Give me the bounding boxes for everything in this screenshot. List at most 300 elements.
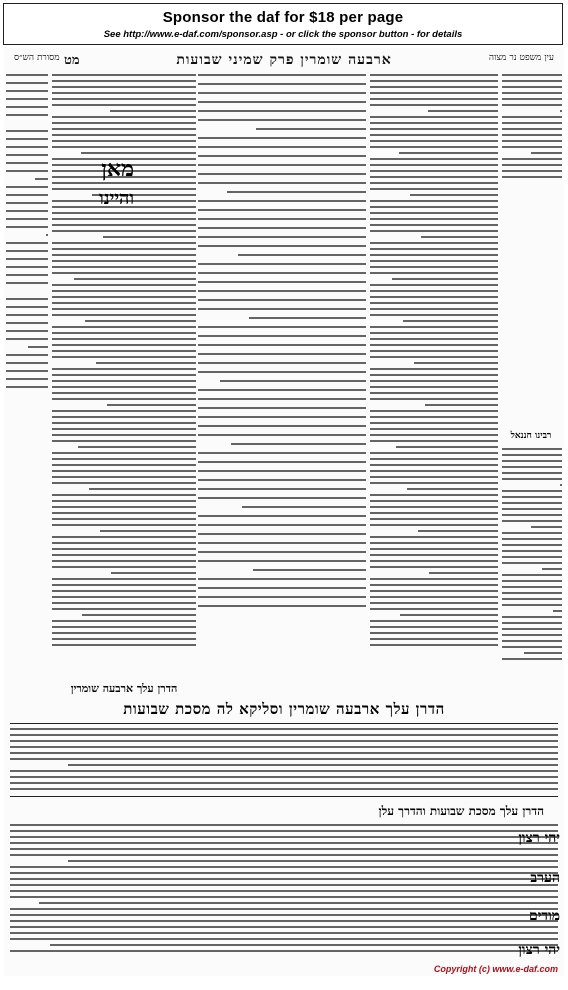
text-line bbox=[103, 236, 196, 238]
text-line bbox=[502, 176, 562, 178]
text-line bbox=[10, 950, 558, 952]
text-line bbox=[6, 90, 48, 92]
sponsor-banner[interactable] bbox=[3, 3, 563, 45]
text-line bbox=[370, 434, 498, 436]
text-line bbox=[502, 98, 562, 100]
text-line bbox=[370, 248, 498, 250]
text-line bbox=[502, 478, 562, 480]
text-line bbox=[502, 640, 562, 642]
text-line bbox=[52, 134, 196, 136]
text-line bbox=[198, 263, 366, 265]
text-line bbox=[6, 266, 48, 268]
text-line bbox=[370, 344, 498, 346]
text-line bbox=[52, 368, 196, 370]
siyum-perek-headline: הדרן עלך ארבעה שומרין bbox=[70, 682, 178, 695]
text-line bbox=[370, 632, 498, 634]
text-line bbox=[10, 776, 558, 778]
text-line bbox=[370, 74, 498, 76]
text-line bbox=[370, 176, 498, 178]
text-line bbox=[52, 392, 196, 394]
text-line bbox=[10, 824, 558, 826]
text-line bbox=[52, 434, 196, 436]
text-line bbox=[10, 758, 558, 760]
text-line bbox=[370, 596, 498, 598]
text-line bbox=[28, 346, 48, 348]
text-line bbox=[6, 162, 48, 164]
siyum-masechet-headline: הדרן עלך ארבעה שומרין וסליקא לה מסכת שבועות bbox=[123, 700, 445, 718]
text-line bbox=[502, 508, 562, 510]
text-line bbox=[198, 245, 366, 247]
text-line bbox=[198, 209, 366, 211]
text-line bbox=[502, 592, 562, 594]
text-line bbox=[370, 464, 498, 466]
text-line bbox=[414, 362, 498, 364]
text-line bbox=[52, 104, 196, 106]
text-line bbox=[502, 128, 562, 130]
text-line bbox=[198, 551, 366, 553]
text-line bbox=[370, 620, 498, 622]
text-line bbox=[52, 518, 196, 520]
text-line bbox=[198, 416, 366, 418]
sponsor-banner-subtitle[interactable]: See http://www.e-daf.com/sponsor.asp - or click the sponsor button - for details bbox=[103, 29, 463, 40]
text-line bbox=[502, 496, 562, 498]
text-line bbox=[52, 560, 196, 562]
text-line bbox=[198, 425, 366, 427]
text-line bbox=[198, 605, 366, 607]
text-line bbox=[370, 122, 498, 124]
text-line bbox=[370, 230, 498, 232]
text-line bbox=[370, 644, 498, 646]
text-line bbox=[52, 422, 196, 424]
masoret-column bbox=[6, 74, 48, 494]
text-line bbox=[52, 626, 196, 628]
text-line bbox=[370, 536, 498, 538]
text-line bbox=[198, 335, 366, 337]
text-line bbox=[370, 206, 498, 208]
text-line bbox=[198, 146, 366, 148]
text-line bbox=[198, 290, 366, 292]
text-line bbox=[198, 542, 366, 544]
text-line bbox=[6, 74, 48, 76]
text-line bbox=[10, 788, 558, 790]
text-line bbox=[10, 908, 558, 910]
text-line bbox=[370, 566, 498, 568]
text-line bbox=[502, 622, 562, 624]
text-line bbox=[52, 554, 196, 556]
text-line bbox=[502, 514, 562, 516]
text-line bbox=[52, 302, 196, 304]
text-line bbox=[52, 500, 196, 502]
text-line bbox=[46, 234, 48, 236]
text-line bbox=[6, 146, 48, 148]
text-line bbox=[198, 155, 366, 157]
text-line bbox=[502, 532, 562, 534]
text-line bbox=[52, 410, 196, 412]
hadran-masechet-headline: הדרן עלך מסכת שבועות והדרך עלן bbox=[378, 804, 544, 818]
text-line bbox=[52, 482, 196, 484]
text-line bbox=[6, 370, 48, 372]
text-line bbox=[198, 371, 366, 373]
text-line bbox=[198, 164, 366, 166]
text-line bbox=[52, 512, 196, 514]
text-line bbox=[6, 218, 48, 220]
text-line bbox=[52, 524, 196, 526]
page-number: מט bbox=[64, 53, 80, 68]
text-line bbox=[502, 466, 562, 468]
text-line bbox=[370, 314, 498, 316]
text-line bbox=[52, 536, 196, 538]
text-line bbox=[370, 212, 498, 214]
text-line bbox=[198, 110, 366, 112]
text-line bbox=[502, 454, 562, 456]
text-line bbox=[52, 566, 196, 568]
text-line bbox=[249, 317, 366, 319]
text-line bbox=[227, 191, 366, 193]
text-line bbox=[198, 83, 366, 85]
text-line bbox=[10, 770, 558, 772]
text-line bbox=[6, 282, 48, 284]
text-line bbox=[52, 344, 196, 346]
text-line bbox=[52, 428, 196, 430]
text-line bbox=[89, 488, 196, 490]
text-line bbox=[96, 362, 196, 364]
text-line bbox=[198, 227, 366, 229]
text-line bbox=[6, 226, 48, 228]
text-line bbox=[52, 74, 196, 76]
text-line bbox=[52, 140, 196, 142]
text-line bbox=[111, 572, 196, 574]
text-line bbox=[52, 440, 196, 442]
text-line bbox=[52, 308, 196, 310]
text-line bbox=[52, 314, 196, 316]
text-line bbox=[502, 580, 562, 582]
text-line bbox=[370, 578, 498, 580]
sponsor-banner-title[interactable]: Sponsor the daf for $18 per page bbox=[162, 9, 404, 26]
text-line bbox=[52, 596, 196, 598]
text-line bbox=[52, 80, 196, 82]
text-line bbox=[370, 368, 498, 370]
text-line bbox=[52, 548, 196, 550]
text-line bbox=[370, 458, 498, 460]
text-line bbox=[198, 74, 366, 76]
text-line bbox=[198, 515, 366, 517]
text-line bbox=[502, 146, 562, 148]
text-line bbox=[6, 170, 48, 172]
text-line bbox=[502, 586, 562, 588]
text-line bbox=[198, 218, 366, 220]
text-line bbox=[198, 119, 366, 121]
text-line bbox=[198, 479, 366, 481]
text-line bbox=[370, 260, 498, 262]
text-line bbox=[52, 86, 196, 88]
text-line bbox=[6, 274, 48, 276]
text-line bbox=[370, 410, 498, 412]
text-line bbox=[370, 584, 498, 586]
text-line bbox=[370, 602, 498, 604]
text-line bbox=[370, 428, 498, 430]
text-line bbox=[52, 398, 196, 400]
text-line bbox=[198, 533, 366, 535]
text-line bbox=[370, 296, 498, 298]
text-line bbox=[6, 98, 48, 100]
text-line bbox=[6, 242, 48, 244]
text-line bbox=[418, 530, 498, 532]
text-line bbox=[52, 452, 196, 454]
text-line bbox=[10, 920, 558, 922]
text-line bbox=[502, 562, 562, 564]
text-line bbox=[407, 488, 498, 490]
text-line bbox=[198, 434, 366, 436]
text-line bbox=[81, 152, 196, 154]
text-line bbox=[6, 82, 48, 84]
text-line bbox=[52, 542, 196, 544]
text-line bbox=[10, 926, 558, 928]
text-line bbox=[370, 554, 498, 556]
text-line bbox=[502, 116, 562, 118]
text-line bbox=[198, 488, 366, 490]
text-line bbox=[370, 452, 498, 454]
text-line bbox=[10, 866, 558, 868]
text-line bbox=[10, 890, 558, 892]
text-line bbox=[502, 472, 562, 474]
text-line bbox=[370, 224, 498, 226]
text-line bbox=[6, 210, 48, 212]
text-line bbox=[198, 452, 366, 454]
text-line bbox=[10, 884, 558, 886]
text-line bbox=[370, 626, 498, 628]
text-line bbox=[198, 92, 366, 94]
text-line bbox=[238, 254, 366, 256]
text-line bbox=[52, 506, 196, 508]
text-line bbox=[100, 530, 196, 532]
text-line bbox=[502, 658, 562, 660]
text-line bbox=[10, 830, 558, 832]
text-line bbox=[10, 914, 558, 916]
text-line bbox=[52, 182, 196, 184]
text-line bbox=[52, 146, 196, 148]
text-line bbox=[198, 362, 366, 364]
text-line bbox=[198, 596, 366, 598]
text-line bbox=[6, 298, 48, 300]
text-line bbox=[370, 80, 498, 82]
text-line bbox=[370, 494, 498, 496]
hadran-prayer-block bbox=[10, 824, 558, 974]
text-line bbox=[429, 572, 498, 574]
text-line bbox=[370, 518, 498, 520]
text-line bbox=[6, 114, 48, 116]
text-line bbox=[10, 752, 558, 754]
text-line bbox=[10, 872, 558, 874]
text-line bbox=[107, 404, 196, 406]
text-line bbox=[198, 200, 366, 202]
text-line bbox=[370, 524, 498, 526]
text-line bbox=[370, 200, 498, 202]
text-line bbox=[370, 392, 498, 394]
text-line bbox=[6, 322, 48, 324]
text-line bbox=[399, 152, 498, 154]
text-line bbox=[52, 584, 196, 586]
text-line bbox=[370, 92, 498, 94]
text-line bbox=[52, 296, 196, 298]
text-line bbox=[52, 230, 196, 232]
text-line bbox=[10, 746, 558, 748]
text-line bbox=[52, 254, 196, 256]
text-line bbox=[370, 560, 498, 562]
copyright-link[interactable]: Copyright (c) www.e-daf.com bbox=[433, 964, 558, 974]
text-line bbox=[370, 302, 498, 304]
text-line bbox=[52, 224, 196, 226]
text-line bbox=[502, 122, 562, 124]
text-line bbox=[6, 250, 48, 252]
text-line bbox=[370, 116, 498, 118]
text-line bbox=[52, 290, 196, 292]
text-line bbox=[502, 520, 562, 522]
text-line bbox=[370, 506, 498, 508]
text-line bbox=[560, 484, 562, 486]
text-line bbox=[542, 568, 562, 570]
text-line bbox=[370, 332, 498, 334]
text-line bbox=[6, 138, 48, 140]
text-line bbox=[370, 350, 498, 352]
text-line bbox=[52, 632, 196, 634]
text-line bbox=[198, 137, 366, 139]
text-line bbox=[531, 152, 562, 154]
text-line bbox=[502, 550, 562, 552]
text-line bbox=[52, 374, 196, 376]
text-line bbox=[198, 389, 366, 391]
text-line bbox=[370, 548, 498, 550]
text-line bbox=[10, 782, 558, 784]
text-line bbox=[52, 464, 196, 466]
text-line bbox=[370, 254, 498, 256]
text-line bbox=[52, 338, 196, 340]
text-line bbox=[531, 526, 562, 528]
text-line bbox=[52, 212, 196, 214]
modim-word: מודים bbox=[528, 908, 560, 924]
text-line bbox=[6, 154, 48, 156]
text-line bbox=[370, 284, 498, 286]
text-line bbox=[370, 128, 498, 130]
text-line bbox=[10, 842, 558, 844]
rashi-column bbox=[370, 74, 498, 674]
text-line bbox=[198, 326, 366, 328]
text-line bbox=[52, 380, 196, 382]
text-line bbox=[52, 578, 196, 580]
text-line bbox=[85, 320, 196, 322]
text-line bbox=[10, 938, 558, 940]
text-line bbox=[370, 158, 498, 160]
text-line bbox=[52, 470, 196, 472]
text-line bbox=[6, 194, 48, 196]
text-line bbox=[198, 560, 366, 562]
text-line bbox=[502, 448, 562, 450]
text-line bbox=[6, 386, 48, 388]
text-line bbox=[370, 398, 498, 400]
text-line bbox=[198, 578, 366, 580]
text-line bbox=[370, 386, 498, 388]
text-line bbox=[502, 502, 562, 504]
text-line bbox=[52, 116, 196, 118]
text-line bbox=[6, 362, 48, 364]
text-line bbox=[370, 326, 498, 328]
text-line bbox=[370, 308, 498, 310]
text-line bbox=[198, 470, 366, 472]
text-line bbox=[370, 638, 498, 640]
text-line bbox=[6, 378, 48, 380]
text-line bbox=[370, 134, 498, 136]
text-line bbox=[52, 332, 196, 334]
hareiv-word: הערב bbox=[530, 870, 560, 886]
text-line bbox=[502, 616, 562, 618]
text-line bbox=[400, 614, 498, 616]
yehi-ratzon-word: יהי רצון bbox=[518, 830, 560, 846]
text-line bbox=[502, 634, 562, 636]
text-line bbox=[35, 178, 48, 180]
text-line bbox=[253, 569, 366, 571]
text-line bbox=[52, 242, 196, 244]
text-line bbox=[39, 902, 558, 904]
text-line bbox=[370, 374, 498, 376]
text-line bbox=[52, 326, 196, 328]
text-line bbox=[421, 236, 498, 238]
text-line bbox=[52, 260, 196, 262]
text-line bbox=[370, 338, 498, 340]
text-line bbox=[502, 92, 562, 94]
text-line bbox=[198, 308, 366, 310]
text-line bbox=[502, 140, 562, 142]
text-line bbox=[52, 602, 196, 604]
text-line bbox=[10, 878, 558, 880]
text-line bbox=[502, 490, 562, 492]
text-line bbox=[410, 194, 498, 196]
text-line bbox=[502, 460, 562, 462]
rabbeinu-chananel-column bbox=[502, 448, 562, 678]
text-line bbox=[502, 628, 562, 630]
text-line bbox=[198, 497, 366, 499]
text-line bbox=[242, 506, 366, 508]
text-line bbox=[52, 590, 196, 592]
text-line bbox=[10, 854, 558, 856]
text-line bbox=[6, 130, 48, 132]
text-line bbox=[198, 101, 366, 103]
ein-mishpat-column bbox=[502, 74, 562, 194]
text-line bbox=[82, 614, 196, 616]
text-line bbox=[198, 299, 366, 301]
text-line bbox=[502, 598, 562, 600]
text-line bbox=[10, 932, 558, 934]
text-line bbox=[6, 258, 48, 260]
text-line bbox=[403, 320, 498, 322]
text-line bbox=[52, 608, 196, 610]
text-line bbox=[74, 278, 196, 280]
text-line bbox=[502, 134, 562, 136]
text-line bbox=[370, 272, 498, 274]
divider-rule bbox=[10, 723, 558, 724]
text-line bbox=[502, 646, 562, 648]
text-line bbox=[10, 836, 558, 838]
text-line bbox=[198, 398, 366, 400]
text-line bbox=[52, 620, 196, 622]
text-line bbox=[502, 86, 562, 88]
text-line bbox=[370, 380, 498, 382]
text-line bbox=[10, 734, 558, 736]
gemara-column bbox=[198, 74, 366, 674]
text-line bbox=[52, 416, 196, 418]
text-line bbox=[52, 476, 196, 478]
text-line bbox=[396, 446, 498, 448]
text-line bbox=[502, 604, 562, 606]
text-line bbox=[198, 587, 366, 589]
